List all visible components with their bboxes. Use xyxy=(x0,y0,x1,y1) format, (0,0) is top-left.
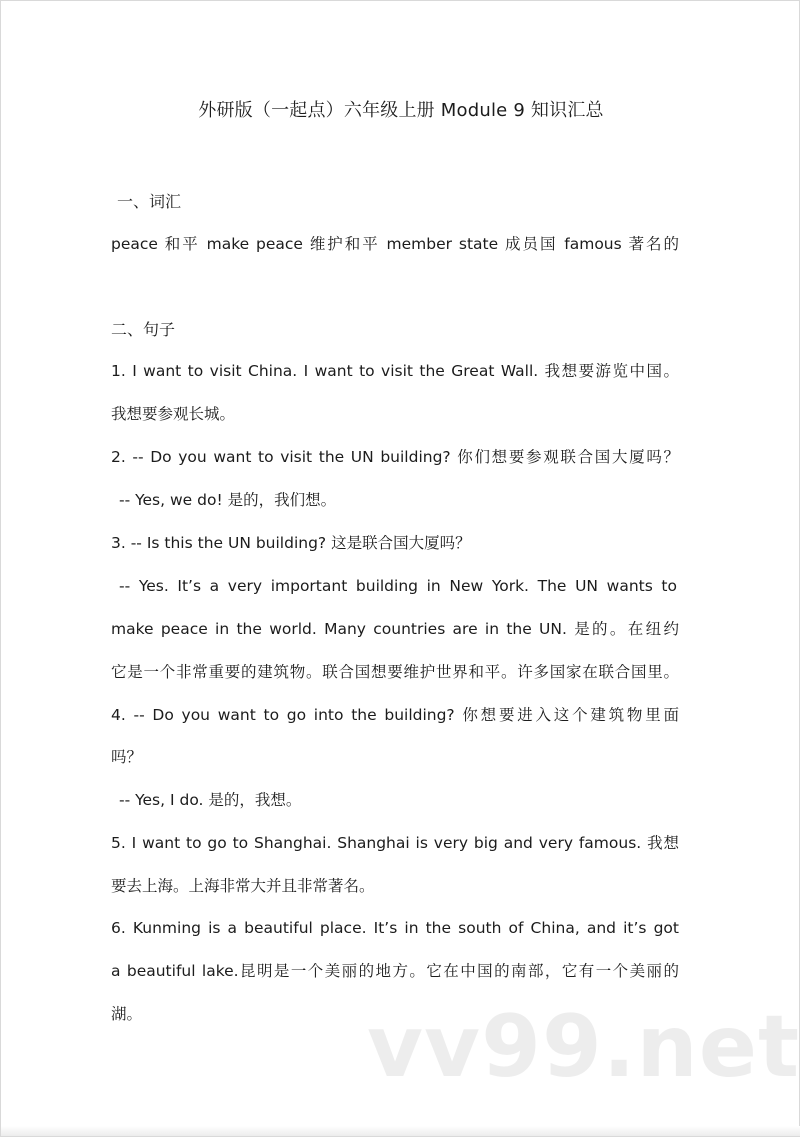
sentence-line: 3. -- Is this the UN building? 这是联合国大厦吗？ xyxy=(111,534,471,552)
sentence-line: a beautiful lake.昆明是一个美丽的地方。它在中国的南部，它有一个美丽的 xyxy=(111,962,679,980)
sentence-line: -- Yes, we do! 是的，我们想。 xyxy=(119,491,337,509)
sentence-line: make peace in the world. Many countries are in the UN. 是的。在纽约 xyxy=(111,620,679,638)
sentence-line: 5. I want to go to Shanghai. Shanghai is very big and very famous. 我想 xyxy=(111,834,679,852)
sentence-line: 6. Kunming is a beautiful place. It’s in the south of China, and it’s got xyxy=(111,919,679,937)
sentence-line: -- Yes, I do. 是的，我想。 xyxy=(119,791,302,809)
section-heading-sentences: 二、句子 xyxy=(111,320,176,339)
sentence-line: 吗？ xyxy=(111,748,143,766)
watermark: vv99.net xyxy=(367,997,800,1097)
sentence-line: 4. -- Do you want to go into the building? 你想要进入这个建筑物里面 xyxy=(111,706,679,724)
page-bottom-edge xyxy=(1,1126,800,1136)
sentence-line: -- Yes. It’s a very important building in New York. The UN wants to xyxy=(119,577,677,595)
section-heading-vocabulary: 一、词汇 xyxy=(117,192,182,211)
sentence-line: 2. -- Do you want to visit the UN building? 你们想要参观联合国大厦吗？ xyxy=(111,448,679,466)
sentence-line: 我想要参观长城。 xyxy=(111,405,236,423)
document-title: 外研版（一起点）六年级上册 Module 9 知识汇总 xyxy=(198,100,604,121)
vocabulary-line: peace 和平 make peace 维护和平 member state 成员国 famous 著名的 xyxy=(111,235,679,253)
sentence-line: 1. I want to visit China. I want to visit the Great Wall. 我想要游览中国。 xyxy=(111,362,679,380)
sentence-line: 湖。 xyxy=(111,1005,143,1023)
sentence-line: 要去上海。上海非常大并且非常著名。 xyxy=(111,877,375,895)
sentence-line: 它是一个非常重要的建筑物。联合国想要维护世界和平。许多国家在联合国里。 xyxy=(111,663,679,681)
